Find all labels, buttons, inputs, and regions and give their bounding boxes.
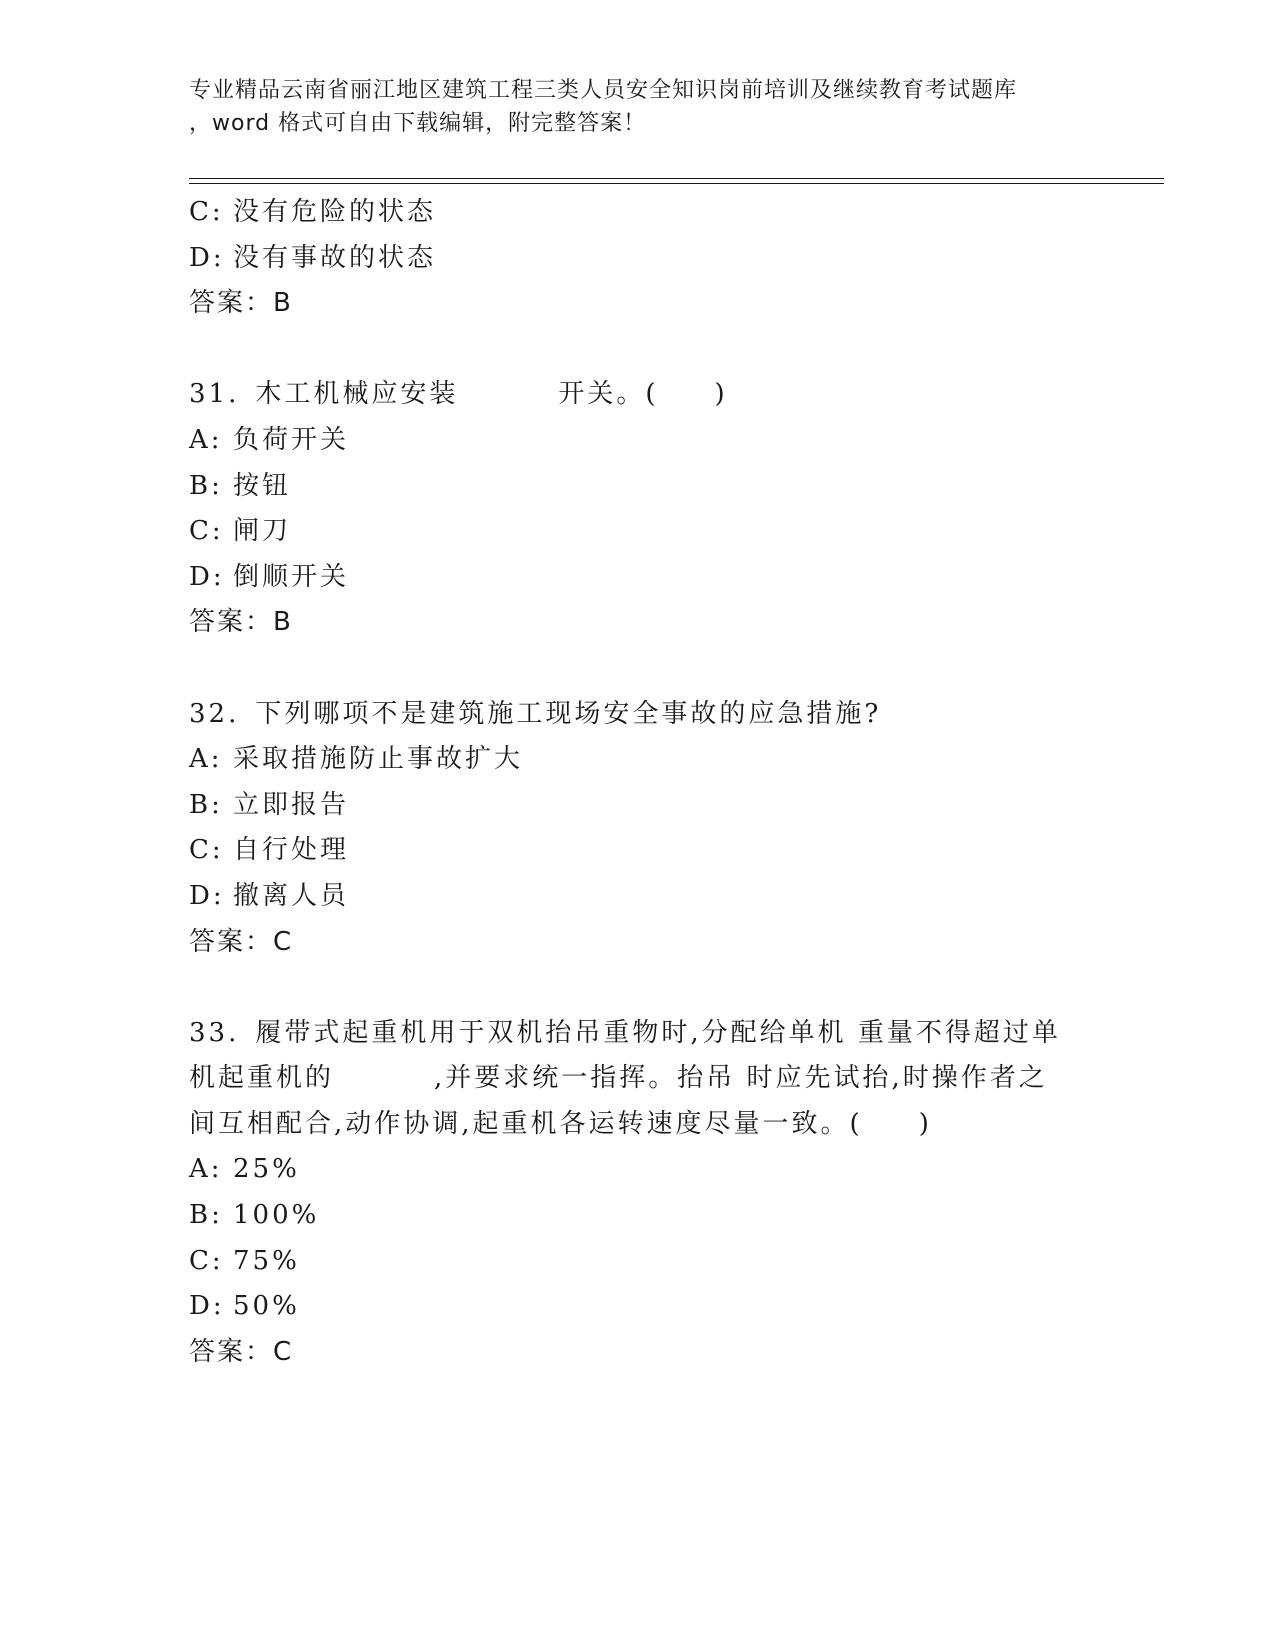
spacer bbox=[189, 965, 1089, 1011]
option-key: C: bbox=[189, 516, 224, 547]
question-33 bbox=[189, 1011, 1089, 1376]
option-key: B: bbox=[189, 1200, 223, 1231]
option-c bbox=[189, 509, 1089, 555]
option-a bbox=[189, 1147, 1089, 1193]
option-key: A: bbox=[189, 1154, 223, 1185]
question-stem-line-1 bbox=[189, 1011, 1089, 1057]
option-text: 倒顺开关 bbox=[233, 561, 350, 592]
option-text: 自行处理 bbox=[233, 835, 350, 866]
option-key: B: bbox=[189, 789, 223, 820]
answer-line: 答案：B bbox=[189, 288, 293, 319]
stem-text: 履带式起重机用于双机抬吊重物时,分配给单机 重量不得超过单 bbox=[255, 1017, 1061, 1048]
stem-text: 下列哪项不是建筑施工现场安全事故的应急措施? bbox=[255, 698, 882, 729]
document-header bbox=[189, 74, 1089, 140]
stem-text: 机起重机的 bbox=[189, 1063, 335, 1094]
question-list bbox=[189, 190, 1089, 1375]
option-b bbox=[189, 783, 1089, 829]
question-stem bbox=[189, 692, 1089, 738]
option-c bbox=[189, 828, 1089, 874]
option-text: 撤离人员 bbox=[233, 880, 350, 911]
option-text: 25% bbox=[233, 1154, 300, 1185]
question-number: 32. bbox=[189, 698, 240, 729]
option-c bbox=[189, 1239, 1089, 1285]
option-key: D: bbox=[189, 242, 225, 273]
answer-line: 答案：C bbox=[189, 926, 294, 957]
option-text: 采取措施防止事故扩大 bbox=[233, 744, 524, 775]
header-double-rule bbox=[189, 178, 1164, 184]
spacer bbox=[189, 646, 1089, 692]
question-stem-line-3 bbox=[189, 1102, 1089, 1148]
option-d bbox=[189, 1284, 1089, 1330]
question-stem-line-2 bbox=[189, 1056, 1089, 1102]
spacer bbox=[189, 327, 1089, 373]
option-text: 按钮 bbox=[233, 470, 292, 501]
stem-text: 木工机械应安装 bbox=[255, 379, 459, 410]
option-key: D: bbox=[189, 561, 225, 592]
option-a bbox=[189, 418, 1089, 464]
stem-text: 开关。( bbox=[558, 379, 659, 410]
header-title-line-2: ，word 格式可自由下载编辑，附完整答案！ bbox=[189, 111, 647, 136]
option-text: 负荷开关 bbox=[233, 424, 350, 455]
stem-text: ) bbox=[714, 379, 728, 410]
question-stem bbox=[189, 372, 1089, 418]
question-number: 31. bbox=[189, 379, 240, 410]
question-31 bbox=[189, 372, 1089, 646]
stem-text: ,并要求统一指挥。抬吊 时应先试抬,时操作者之 bbox=[434, 1063, 1048, 1094]
option-text: 50% bbox=[233, 1291, 300, 1322]
stem-text: ) bbox=[918, 1108, 932, 1139]
option-text: 立即报告 bbox=[233, 789, 350, 820]
stem-text: 间互相配合,动作协调,起重机各运转速度尽量一致。( bbox=[189, 1108, 863, 1139]
option-b bbox=[189, 464, 1089, 510]
option-key: C: bbox=[189, 197, 224, 227]
prev-question bbox=[189, 190, 1089, 327]
option-b bbox=[189, 1193, 1089, 1239]
option-key: C: bbox=[189, 1245, 224, 1276]
option-c bbox=[189, 190, 1089, 236]
option-key: D: bbox=[189, 880, 225, 911]
option-key: B: bbox=[189, 470, 223, 501]
option-text: 没有事故的状态 bbox=[233, 242, 437, 273]
option-text: 75% bbox=[233, 1245, 300, 1276]
question-number: 33. bbox=[189, 1017, 240, 1048]
option-key: C: bbox=[189, 835, 224, 866]
option-text: 100% bbox=[233, 1200, 320, 1231]
option-key: D: bbox=[189, 1291, 225, 1322]
option-key: A: bbox=[189, 424, 223, 455]
option-key: A: bbox=[189, 744, 223, 775]
option-text: 闸刀 bbox=[233, 516, 292, 547]
header-title-line-1: 专业精品云南省丽江地区建筑工程三类人员安全知识岗前培训及继续教育考试题库 bbox=[189, 78, 1018, 103]
question-32 bbox=[189, 692, 1089, 966]
option-d bbox=[189, 874, 1089, 920]
option-d bbox=[189, 236, 1089, 282]
answer-line: 答案：C bbox=[189, 1336, 294, 1367]
option-text: 没有危险的状态 bbox=[233, 197, 437, 227]
option-a bbox=[189, 737, 1089, 783]
answer-line: 答案：B bbox=[189, 607, 293, 638]
option-d bbox=[189, 555, 1089, 601]
